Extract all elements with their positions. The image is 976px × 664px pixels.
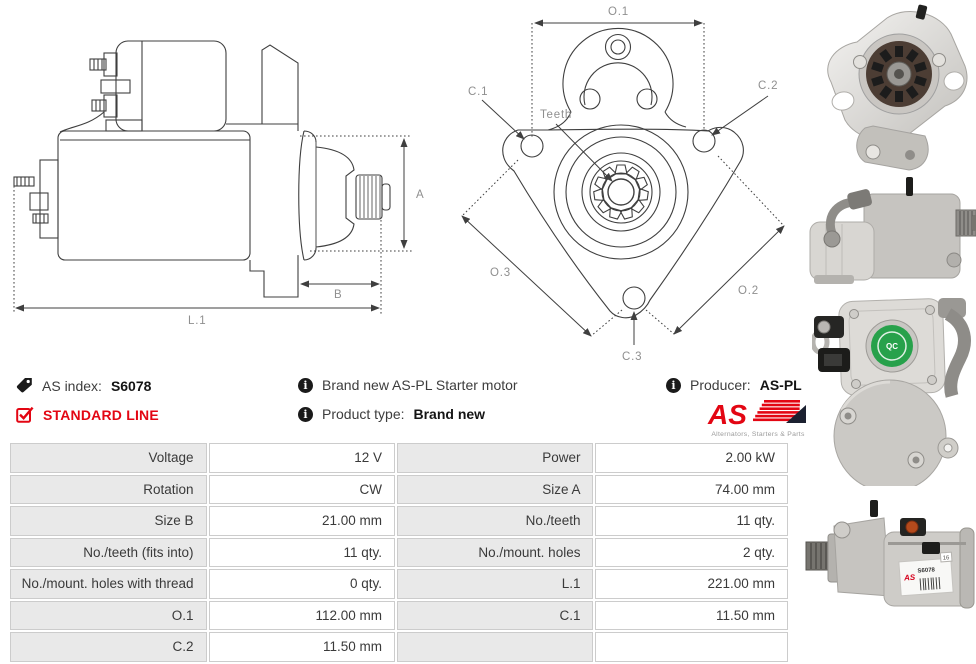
svg-text:AS: AS bbox=[903, 572, 916, 583]
dim-label-teeth: Teeth bbox=[540, 109, 573, 121]
as-pl-logo bbox=[694, 394, 826, 440]
dim-label-l1: L.1 bbox=[188, 315, 207, 327]
spec-value: 112.00 mm bbox=[209, 601, 395, 631]
dim-label-b: B bbox=[334, 289, 343, 301]
table-row bbox=[10, 475, 788, 505]
product-photo-rear bbox=[812, 290, 972, 486]
spec-label: O.1 bbox=[10, 601, 207, 631]
table-row bbox=[10, 601, 788, 631]
spec-label: L.1 bbox=[397, 569, 594, 599]
checkbox-icon bbox=[16, 406, 34, 423]
brand-new-row bbox=[298, 377, 518, 393]
front-view-drawing bbox=[440, 0, 808, 368]
tag-icon bbox=[16, 377, 33, 394]
spec-value: 221.00 mm bbox=[595, 569, 788, 599]
terminal-stub bbox=[906, 177, 913, 196]
product-type-row bbox=[298, 406, 485, 422]
as-index-label: AS index: bbox=[42, 377, 102, 394]
table-row bbox=[10, 569, 788, 599]
terminal-stub bbox=[870, 500, 878, 517]
spec-value: 2.00 kW bbox=[595, 443, 788, 473]
dim-label-c2: C.2 bbox=[758, 80, 779, 92]
label-tag: 16 bbox=[942, 555, 950, 562]
spec-table bbox=[8, 441, 790, 664]
spec-label: Size B bbox=[10, 506, 207, 536]
producer-value: AS-PL bbox=[759, 377, 802, 393]
rubber-hose bbox=[948, 314, 964, 396]
dim-label-a: A bbox=[416, 189, 425, 201]
spec-label: Rotation bbox=[10, 475, 207, 505]
producer-label: Producer: bbox=[690, 377, 751, 393]
spec-value: 2 qty. bbox=[595, 538, 788, 568]
producer-row bbox=[666, 377, 802, 393]
table-row bbox=[10, 538, 788, 568]
starter-side-outline bbox=[14, 41, 390, 297]
info-icon: i bbox=[298, 407, 313, 422]
dim-label-c3: C.3 bbox=[622, 351, 643, 363]
spec-label: No./teeth (fits into) bbox=[10, 538, 207, 568]
info-icon: i bbox=[298, 378, 313, 393]
spec-value: 11.50 mm bbox=[209, 632, 395, 662]
product-photo-side-label bbox=[804, 498, 976, 628]
info-icon: i bbox=[666, 378, 681, 393]
table-row bbox=[10, 632, 788, 662]
logo-tagline: Alternators, Starters & Parts bbox=[711, 431, 805, 438]
product-photo-side-harness bbox=[806, 172, 976, 290]
dim-label-o1: O.1 bbox=[608, 6, 629, 18]
spec-label: C.1 bbox=[397, 601, 594, 631]
product-photo-front bbox=[813, 4, 973, 172]
logo-text: AS bbox=[708, 399, 747, 430]
spec-value: CW bbox=[209, 475, 395, 505]
product-type-label: Product type: bbox=[322, 406, 405, 422]
as-index-value: S6078 bbox=[110, 377, 152, 394]
spec-value: 12 V bbox=[209, 443, 395, 473]
qc-sticker-text: QC bbox=[886, 342, 898, 351]
spec-label: Size A bbox=[397, 475, 594, 505]
spec-label: Power bbox=[397, 443, 594, 473]
spec-label: C.2 bbox=[10, 632, 207, 662]
product-type-value: Brand new bbox=[413, 406, 486, 422]
side-view-drawing bbox=[6, 0, 436, 336]
logo-stripes bbox=[753, 400, 806, 423]
dim-label-o3: O.3 bbox=[490, 267, 511, 279]
standard-line-row bbox=[16, 406, 159, 423]
spec-value: 21.00 mm bbox=[209, 506, 395, 536]
gear bbox=[593, 165, 648, 220]
as-index-row bbox=[16, 377, 151, 394]
spec-value: 11 qty. bbox=[595, 506, 788, 536]
spec-label: No./mount. holes bbox=[397, 538, 594, 568]
table-row bbox=[10, 443, 788, 473]
spec-label bbox=[397, 632, 594, 662]
label-code: S6078 bbox=[917, 567, 936, 575]
spec-value bbox=[595, 632, 788, 662]
spec-value: 11 qty. bbox=[209, 538, 395, 568]
spec-label: No./mount. holes with thread bbox=[10, 569, 207, 599]
end-cap bbox=[834, 380, 946, 486]
spec-value: 0 qty. bbox=[209, 569, 395, 599]
gear-housing bbox=[864, 194, 960, 278]
dim-label-o2: O.2 bbox=[738, 285, 759, 297]
spec-value: 74.00 mm bbox=[595, 475, 788, 505]
brand-new-text: Brand new AS-PL Starter motor bbox=[322, 377, 518, 393]
standard-line-label: STANDARD LINE bbox=[43, 406, 159, 423]
dim-label-c1: C.1 bbox=[468, 86, 489, 98]
spec-label: No./teeth bbox=[397, 506, 594, 536]
side-dimension-lines bbox=[14, 136, 412, 314]
table-row bbox=[10, 506, 788, 536]
spec-value: 11.50 mm bbox=[595, 601, 788, 631]
spec-label: Voltage bbox=[10, 443, 207, 473]
